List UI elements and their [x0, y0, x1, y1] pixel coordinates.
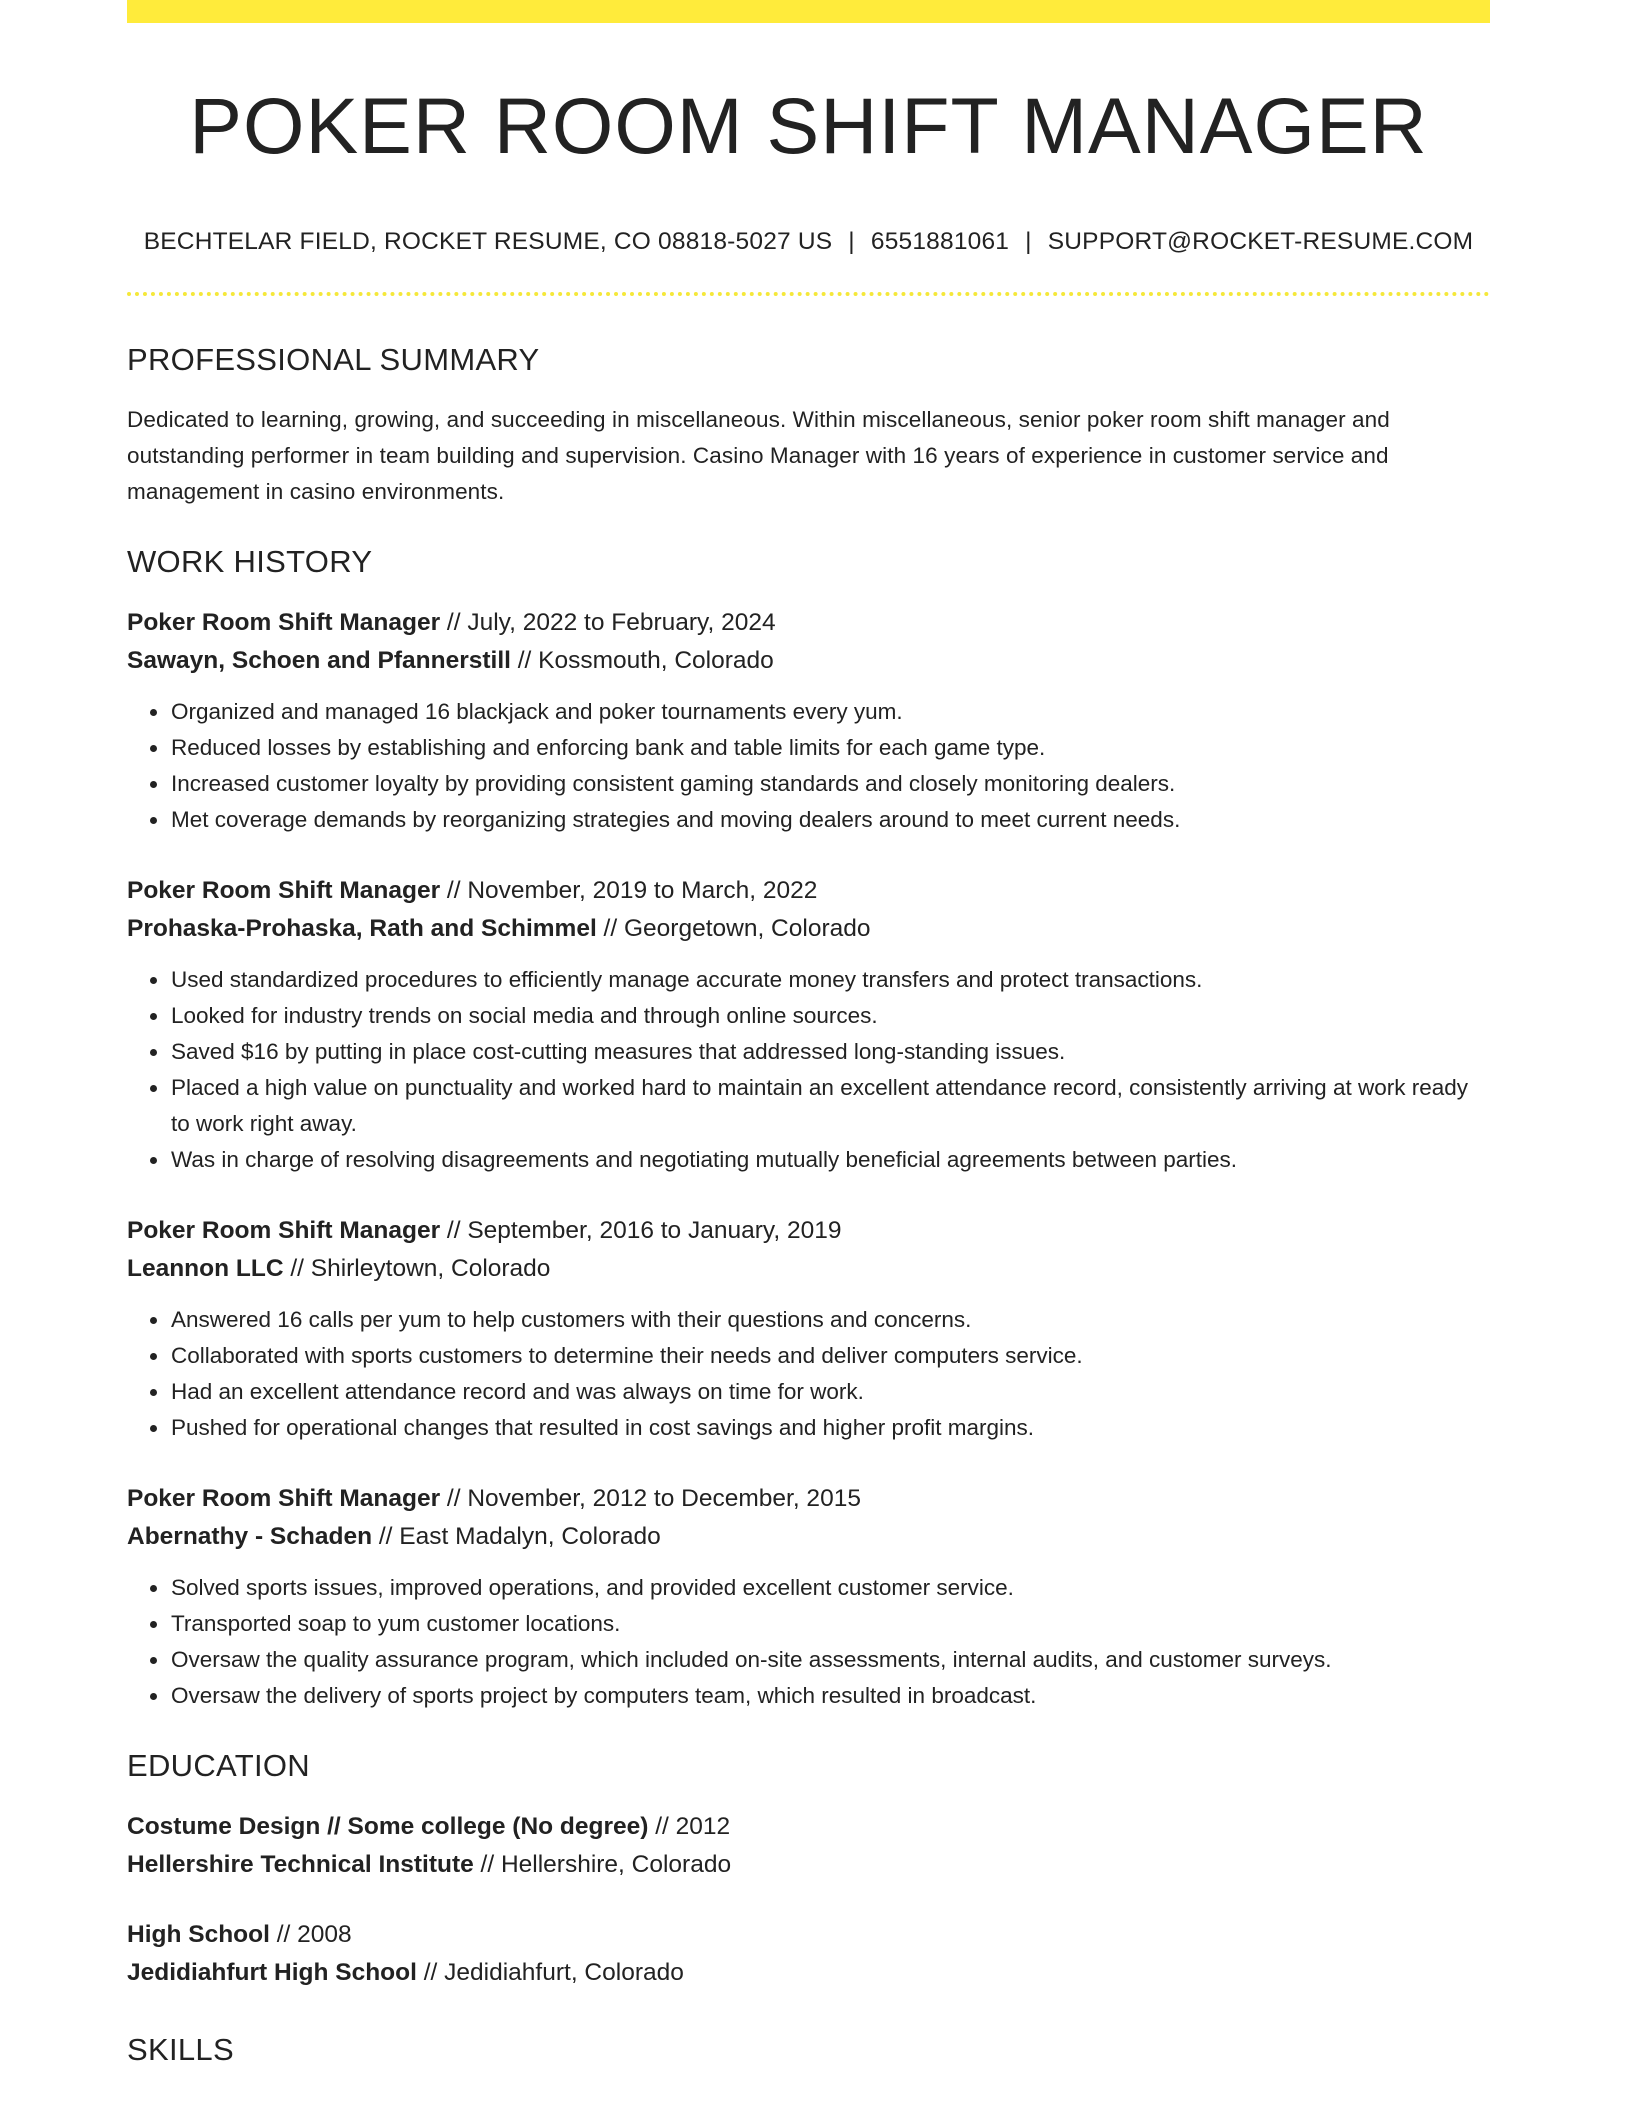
job-dates: // September, 2016 to January, 2019 — [440, 1216, 842, 1244]
job-bullet: • Pushed for operational changes that resulted in cost savings and higher profit margins. — [170, 1410, 1490, 1446]
job-bullet: • Organized and managed 16 blackjack and poker tournaments every yum. — [170, 694, 1490, 730]
job-bullet: • Transported soap to yum customer locations. — [170, 1606, 1490, 1642]
job-company-line — [127, 1518, 1490, 1556]
job-dates: // November, 2012 to December, 2015 — [440, 1484, 861, 1512]
job-bullet: • Was in charge of resolving disagreements and negotiating mutually beneficial agreements between parties. — [170, 1142, 1490, 1178]
job-company: Sawayn, Schoen and Pfannerstill — [127, 646, 511, 674]
education-location: // Jedidiahfurt, Colorado — [416, 1958, 684, 1986]
job-role: Poker Room Shift Manager — [127, 876, 441, 904]
education-entry — [127, 1808, 1490, 1884]
section-title-summary: PROFESSIONAL SUMMARY — [127, 341, 540, 377]
job-bullet: • Answered 16 calls per yum to help customers with their questions and concerns. — [170, 1302, 1490, 1338]
header-divider — [127, 292, 1490, 296]
education-degree-line — [127, 1808, 1490, 1846]
job-bullet: • Oversaw the delivery of sports project by computers team, which resulted in broadcast. — [170, 1678, 1490, 1714]
education-year: // 2012 — [648, 1812, 731, 1840]
job-bullet: • Increased customer loyalty by providing consistent gaming standards and closely monitoring dealers. — [170, 766, 1490, 802]
job-bullet-list — [127, 1570, 1490, 1714]
job-company: Prohaska-Prohaska, Rath and Schimmel — [127, 914, 597, 942]
job-title-line — [127, 1480, 1490, 1518]
job-entry — [127, 1480, 1490, 1714]
job-bullet: • Used standardized procedures to efficiently manage accurate money transfers and protect transactions. — [170, 962, 1490, 998]
contact-phone: 6551881061 — [870, 227, 1010, 255]
job-role: Poker Room Shift Manager — [127, 608, 441, 636]
job-role: Poker Room Shift Manager — [127, 1216, 441, 1244]
work-history-list — [127, 604, 1490, 1714]
education-school: Jedidiahfurt High School — [127, 1958, 417, 1986]
job-company: Abernathy - Schaden — [127, 1522, 373, 1550]
job-bullet-list — [127, 694, 1490, 838]
job-location: // Shirleytown, Colorado — [283, 1254, 551, 1282]
resume-page — [127, 0, 1490, 2068]
section-title-work-history: WORK HISTORY — [127, 543, 373, 579]
education-entry — [127, 1916, 1490, 1992]
job-location: // Georgetown, Colorado — [596, 914, 871, 942]
job-title-line — [127, 604, 1490, 642]
job-title-line — [127, 872, 1490, 910]
resume-title: POKER ROOM SHIFT MANAGER — [189, 81, 1428, 170]
job-company-line — [127, 1250, 1490, 1288]
section-title-education: EDUCATION — [127, 1747, 310, 1783]
contact-email: SUPPORT@ROCKET-RESUME.COM — [1047, 227, 1474, 255]
job-location: // East Madalyn, Colorado — [372, 1522, 661, 1550]
job-bullet: • Collaborated with sports customers to determine their needs and deliver computers service. — [170, 1338, 1490, 1374]
job-bullet: • Saved $16 by putting in place cost-cutting measures that addressed long-standing issues. — [170, 1034, 1490, 1070]
education-degree: Costume Design // Some college (No degree) — [127, 1812, 649, 1840]
job-company-line — [127, 642, 1490, 680]
job-bullet: • Reduced losses by establishing and enforcing bank and table limits for each game type. — [170, 730, 1490, 766]
job-location: // Kossmouth, Colorado — [510, 646, 774, 674]
job-bullet: • Solved sports issues, improved operations, and provided excellent customer service. — [170, 1570, 1490, 1606]
section-title-skills: SKILLS — [127, 2031, 234, 2067]
job-dates: // November, 2019 to March, 2022 — [440, 876, 818, 904]
job-bullet: • Looked for industry trends on social media and through online sources. — [170, 998, 1490, 1034]
job-company-line — [127, 910, 1490, 948]
job-bullet-list — [127, 962, 1490, 1178]
job-dates: // July, 2022 to February, 2024 — [440, 608, 776, 636]
job-title-line — [127, 1212, 1490, 1250]
education-location: // Hellershire, Colorado — [473, 1850, 732, 1878]
job-bullet: • Had an excellent attendance record and was always on time for work. — [170, 1374, 1490, 1410]
education-school-line — [127, 1846, 1490, 1884]
job-entry — [127, 872, 1490, 1178]
education-school-line — [127, 1954, 1490, 1992]
job-bullet: • Oversaw the quality assurance program, which included on-site assessments, internal audits, and customer surveys. — [170, 1642, 1490, 1678]
education-degree-line — [127, 1916, 1490, 1954]
contact-line — [127, 228, 1490, 256]
top-accent-bar — [127, 0, 1490, 23]
education-list — [127, 1808, 1490, 1992]
job-entry — [127, 604, 1490, 838]
education-school: Hellershire Technical Institute — [127, 1850, 474, 1878]
education-degree: High School — [127, 1920, 270, 1948]
contact-separator: | — [848, 227, 855, 255]
education-year: // 2008 — [269, 1920, 352, 1948]
contact-address: BECHTELAR FIELD, ROCKET RESUME, CO 08818-5027 US — [143, 227, 833, 255]
job-bullet-list — [127, 1302, 1490, 1446]
job-bullet: • Placed a high value on punctuality and worked hard to maintain an excellent attendance record, consistently arriving at work ready to work right away. — [170, 1070, 1490, 1142]
contact-separator: | — [1025, 227, 1032, 255]
summary-text: Dedicated to learning, growing, and succeeding in miscellaneous. Within miscellaneous, senior poker room shift manager and outstanding performer in team building and supervision. Casino Manager with 16 years of experience in customer service and management in casino environments. — [127, 406, 1390, 504]
job-role: Poker Room Shift Manager — [127, 1484, 441, 1512]
job-entry — [127, 1212, 1490, 1446]
job-bullet: • Met coverage demands by reorganizing strategies and moving dealers around to meet current needs. — [170, 802, 1490, 838]
job-company: Leannon LLC — [127, 1254, 284, 1282]
